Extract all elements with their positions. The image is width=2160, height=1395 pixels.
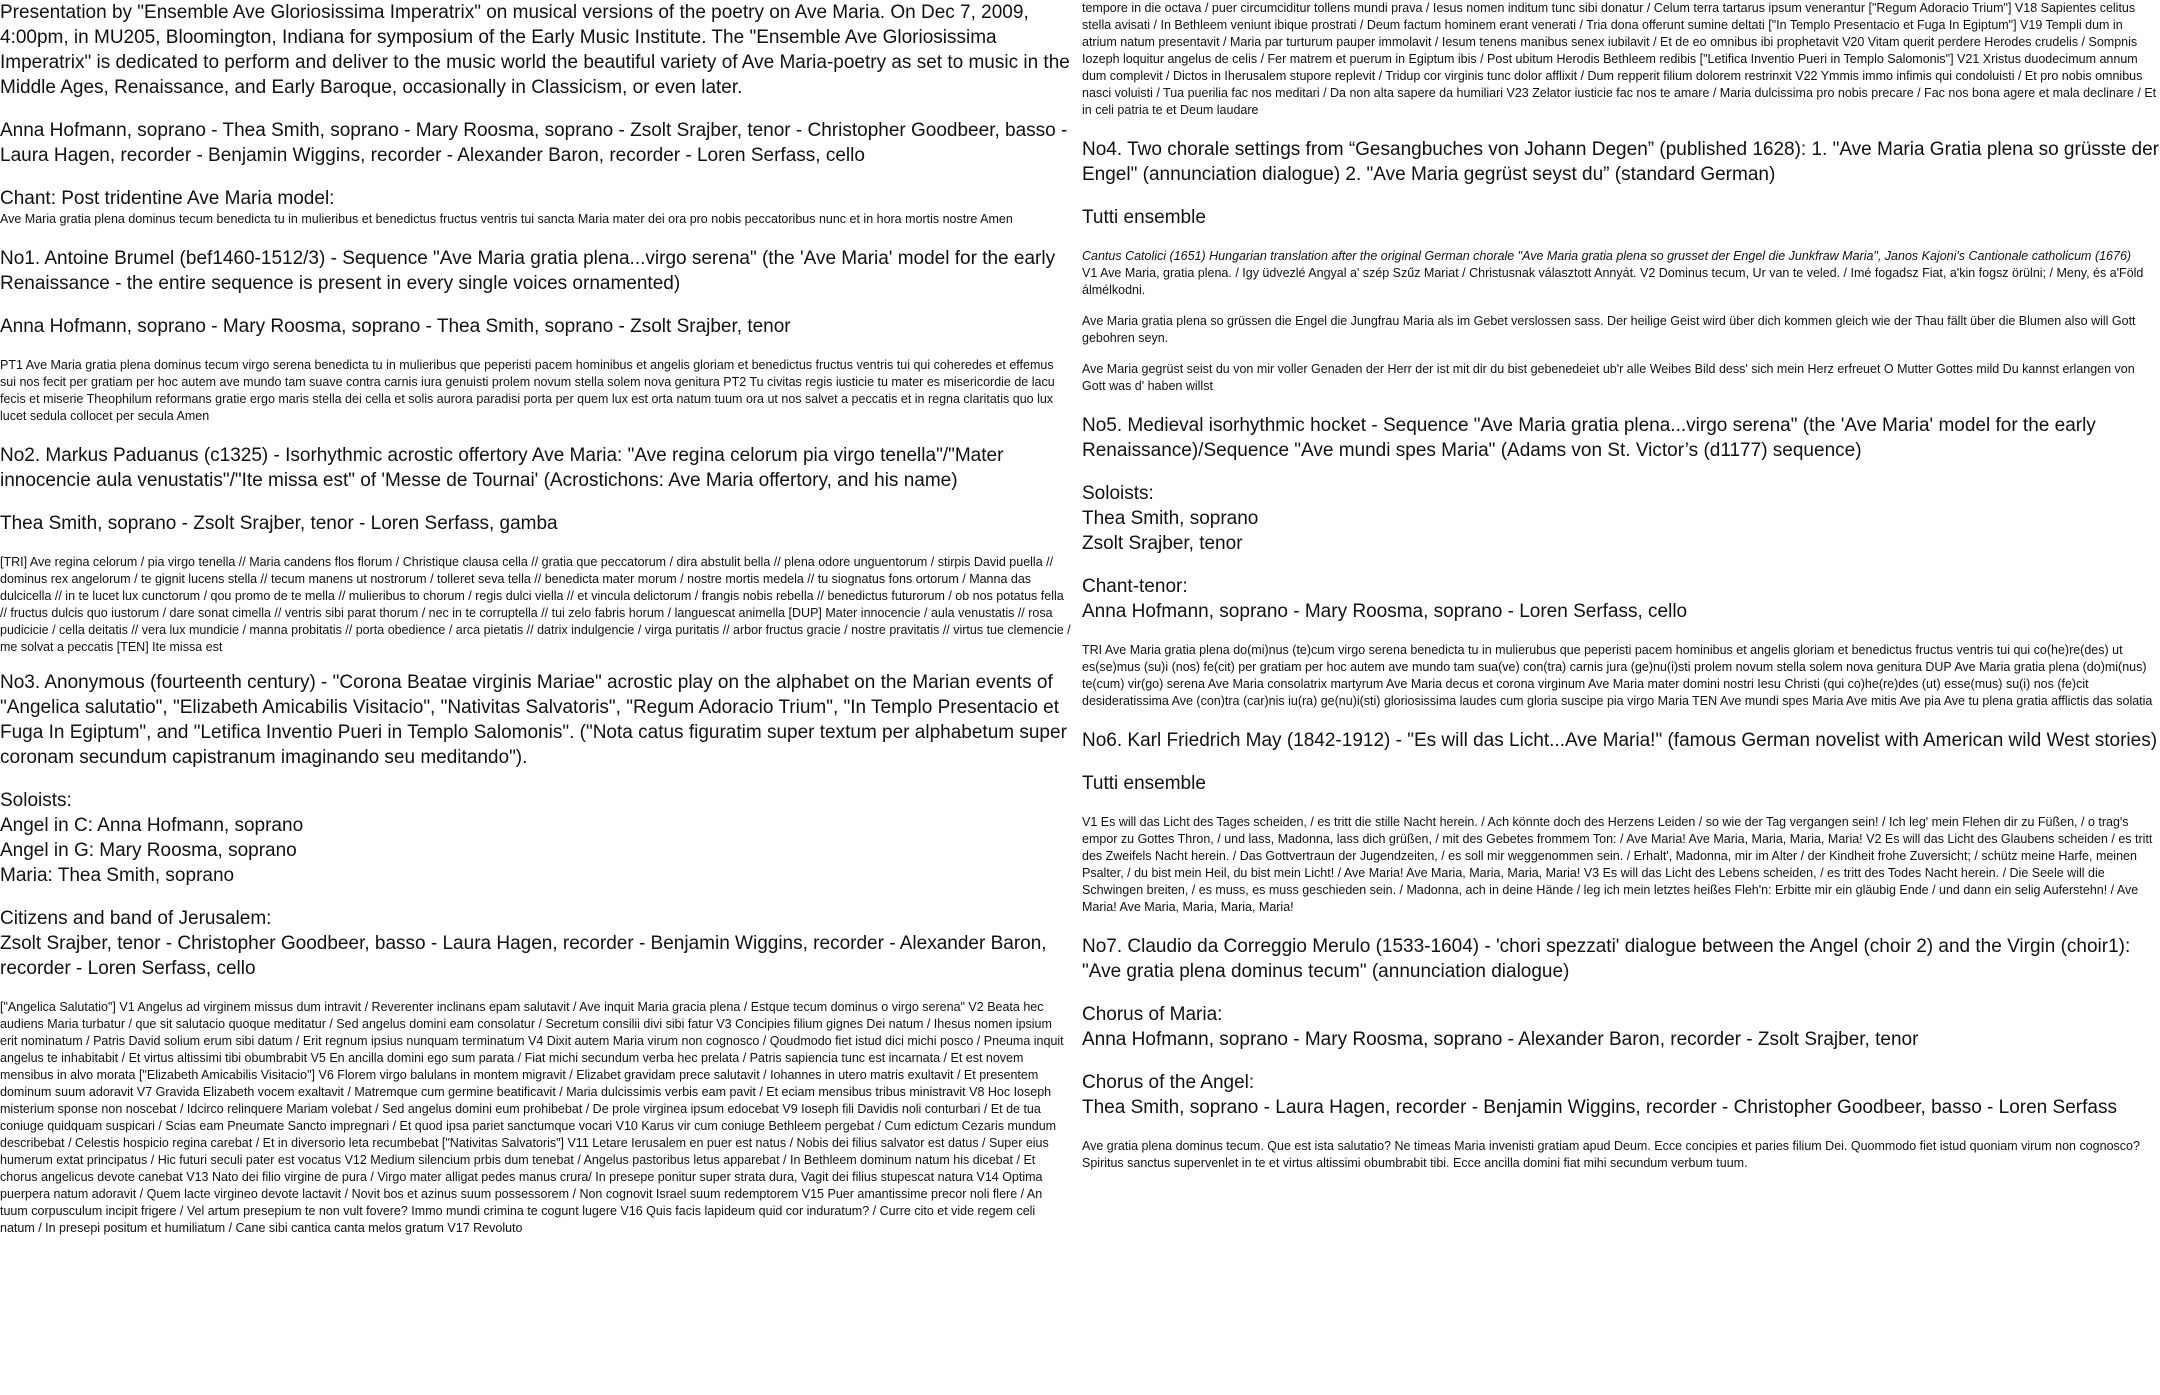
no7-text: Ave gratia plena dominus tecum. Que est ista salutatio? Ne timeas Maria invenisti gratiam apud Deum. Ecce concipies et paries filium Dei. Quommodo fiet istud quoniam virum non cognosco? Spiritus sanctus supervenlet in te et virtus altissimi obumbrabit tibi. Ecce ancilla domini fiat mihi secundum verbum tuum.: [1082, 1139, 2140, 1170]
no3-text-continued: tempore in die octava / puer circumciditur tollens mundi prava / Iesus nomen inditum tunc sibi donatur / Celum terra tartarus ipsum venerantur ["Regum Adoracio Trium"] V18 Sapientes celitus stella avisati / In Bethleem veniunt ibique prostrati / Deum factum hominem erant venerati / Tria dona offerunt sumine deltati ["In Templo Presentacio et Fuga In Egiptum"] V19 Templi dum in atrium natum presentavit / Maria par turturum pauper immolavit / Iesum tenens manibus senex iubilavit / Et de eo omnibus ibi prophetavit V20 Vitam querit perdere Herodes crudelis / Sompnis Iozeph loquitur angelus de celis / Fer matrem et puerum in Egiptum ibis / Post ubitum Herodis Bethleem redibis ["Letifica Inventio Pueri in Templo Salomonis"] V21 Xristus duodecimum annum dum complevit / Dictos in Iherusalem stupore replevit / Tridup cor virginis tunc dolor afflixit / Dum repperit filium dolorem restrinxit V22 Ymmis immo infimis qui condoluisti / Et pro nobis omnibus nasci voluisti / Tua puerilia fac nos meditari / Da non alta sapere da humiliari V23 Zelator iusticie fac nos te amare / Maria dulcissima pro nobis precare / Fac nos bona agere et mala declinare / Et in celi patria te et Deum laudare: [1082, 1, 2157, 117]
chorus-maria-label: Chorus of Maria:: [1082, 1004, 1223, 1025]
chant-heading: Chant: Post tridentine Ave Maria model:: [0, 188, 335, 209]
no4-heading: No4. Two chorale settings from “Gesangbuches von Johann Degen” (published 1628): 1. "Ave Maria Gratia plena so grüsste der Engel" (annunciation dialogue) 2. "Ave Maria gegrüst seyst du” (standard German): [1082, 139, 2159, 185]
no3-soloists-label: Soloists:: [0, 790, 72, 811]
chorus-angel-label: Chorus of the Angel:: [1082, 1072, 1255, 1093]
no3-citizens: Zsolt Srajber, tenor - Christopher Goodbeer, basso - Laura Hagen, recorder - Benjamin Wiggins, recorder - Alexander Baron, recorder - Loren Serfass, cello: [0, 933, 1047, 979]
no3-soloist-angel-g: Angel in G: Mary Roosma, soprano: [0, 840, 297, 861]
no5-soloist-2: Zsolt Srajber, tenor: [1082, 533, 1243, 554]
ensemble-list: Anna Hofmann, soprano - Thea Smith, soprano - Mary Roosma, soprano - Zsolt Srajber, tenor - Christopher Goodbeer, basso - Laura Hagen, recorder - Benjamin Wiggins, recorder - Alexander Baron, recorder - Loren Serfass, cello: [0, 120, 1068, 166]
no5-soloists-label: Soloists:: [1082, 483, 1154, 504]
no1-heading: No1. Antoine Brumel (bef1460-1512/3) - Sequence "Ave Maria gratia plena...virgo serena" (the 'Ave Maria' model for the early Renaissance - the entire sequence is present in every single voices ornamented): [0, 248, 1056, 294]
no6-performers: Tutti ensemble: [1082, 773, 1206, 794]
no3-heading: No3. Anonymous (fourteenth century) - "Corona Beatae virginis Mariae" acrostic play on the alphabet on the Marian events of "Angelica salutatio", "Elizabeth Amicabilis Visitacio", "Nativitas Salvatoris", "Regum Adoracio Trium", "In Templo Presentacio et Fuga In Egiptum", and "Letifica Inventio Pueri in Templo Salomonis". ("Nota catus figuratim super textum per alphabetum super coronam secundum capistranum imaginando seu meditando").: [0, 672, 1067, 768]
no4-source: Cantus Catolici (1651) Hungarian translation after the original German chorale "Ave Maria gratia plena so grusset der Engel die Junkfraw Maria", Janos Kajoni's Cantionale catholicum (1676): [1082, 249, 2132, 263]
no7-heading: No7. Claudio da Correggio Merulo (1533-1604) - 'chori spezzati' dialogue between the Angel (choir 2) and the Virgin (choir1): "Ave gratia plena dominus tecum" (annunciation dialogue): [1082, 936, 2131, 982]
no6-heading: No6. Karl Friedrich May (1842-1912) - "Es will das Licht...Ave Maria!" (famous German novelist with American wild West stories): [1082, 730, 2158, 751]
no5-text: TRI Ave Maria gratia plena do(mi)nus (te)cum virgo serena benedicta tu in mulierubus que peperisti pacem hominibus et angelis gloriam et benedictus fructus ventris tui qui co(he)re(des) ut es(se)mus (su)i (nos) fe(cit) per gratiam per hoc autem ave mundo tam sua(ve) con(tra) carnis jura (ge)nu(i)sti prolem novum stella solem nova genitura DUP Ave Maria gratia plena (do)mi(nus) te(cum) vir(go) serena Ave Maria consolatrix martyrum Ave Maria decus et corona virginum Ave Maria mater domini nostri Iesu Christi (qui co)he(re)des (ut) esse(mus) su(i) nos (fe)cit desideratissima Ave (con)tra (car)nis iu(ra) ge(nu)i(sti) gloriosissima laudes cum gloria suscipe pia virgo Maria TEN Ave mundi spes Maria Ave mitis Ave pia Ave tu plena gratia afflictis das solatia: [1082, 643, 2153, 708]
no5-soloist-1: Thea Smith, soprano: [1082, 508, 1259, 529]
no3-soloist-angel-c: Angel in C: Anna Hofmann, soprano: [0, 815, 304, 836]
no2-performers: Thea Smith, soprano - Zsolt Srajber, tenor - Loren Serfass, gamba: [0, 513, 558, 534]
no4-german-text-1: Ave Maria gratia plena so grüssen die Engel die Jungfrau Maria als im Gebet verslossen sass. Der heilige Geist wird über dich kommen gleich wie der Thau fällt über die Blumen also will Gott gebohren seyn.: [1082, 314, 2136, 345]
no1-performers: Anna Hofmann, soprano - Mary Roosma, soprano - Thea Smith, soprano - Zsolt Srajber, tenor: [0, 316, 791, 337]
no4-german-text-2: Ave Maria gegrüst seist du von mir voller Genaden der Herr der ist mit dir du bist gebenedeiet ub'r alle Weibes Bild dess' sich mein Herz erfreuet O Mutter Gottes mild Du kannst erlangen von Gott was d' haben willst: [1082, 362, 2135, 393]
no2-heading: No2. Markus Paduanus (c1325) - Isorhythmic acrostic offertory Ave Maria: "Ave regina celorum pia virgo tenella"/"Mater innocencie aula venustatis"/"Ite missa est" of 'Messe de Tournai' (Acrostichons: Ave Maria offertory, and his name): [0, 445, 1004, 491]
chorus-maria: Anna Hofmann, soprano - Mary Roosma, soprano - Alexander Baron, recorder - Zsolt Srajber, tenor: [1082, 1029, 1919, 1050]
left-column: [0, 0, 1072, 1395]
chorus-angel: Thea Smith, soprano - Laura Hagen, recorder - Benjamin Wiggins, recorder - Christopher Goodbeer, basso - Loren Serfass: [1082, 1097, 2117, 1118]
no5-heading: No5. Medieval isorhythmic hocket - Sequence "Ave Maria gratia plena...virgo serena" (the 'Ave Maria' model for the early Renaissance)/Sequence "Ave mundi spes Maria" (Adams von St. Victor’s (d1177) sequence): [1082, 415, 2096, 461]
chant-text: Ave Maria gratia plena dominus tecum benedicta tu in mulieribus et benedictus fructus ventris tui sancta Maria mater dei ora pro nobis peccatoribus nunc et in hora mortis nostre Amen: [0, 212, 1013, 226]
no3-text: ["Angelica Salutatio"] V1 Angelus ad virginem missus dum intravit / Reverenter inclinans epam salutavit / Ave inquit Maria gracia plena / Estque tecum dominus o virgo serena" V2 Beata hec audiens Maria turbatur / que sit salutacio quoque meditatur / Sed angelus domini eam consolatur / Secretum consilii divi sibi fatur V3 Concipies filium gignes Dei natum / Ihesus nomen ipsium erit nominatum / Patris David solium erum sibi datum / Erit regnum ipsius nunquam terminatum V4 Dixit autem Maria virum non cognosco / Qoudmodo fiet istud dici michi posco / Pneuma inquit angelus te inhabitabit / Et virtus altissimi tibi obumbrabit V5 En ancilla domini ego sum parata / Fiat michi secundum verba hec prelata / Patris sapiencia tunc est incarnata / Et est novem mensibus in alvo morata ["Elizabeth Amicabilis Visitacio"] V6 Florem virgo balulans in montem migravit / Elizabet gravidam prece salutavit / Iohannes in utero matris exultavit / Et presentem dominum suum adoravit V7 Gravida Elizabeth vocem exaltavit / Matremque cum germine beatificavit / Maria dulcissimis verbis eam pavit / Et eciam mensibus tribus ministravit V8 Hoc Ioseph misterium sponse non noscebat / Idcirco relinquere Mariam volebat / Sed angelus domini eum prohibebat / De prole virginea ipsum edocebat V9 Ioseph fili Davidis noli conturbari / Et de tua coniuge quidquam suspicari / Scias eam Pneumate Sancto impregnari / Et quod ipsa pariet sanctumque vocari V10 Karus vir cum coniuge Bethleem pergebat / Cum edictum Cezaris mundum describebat / Celestis hospicio regina carebat / Et in diversorio leta recumbebat ["Nativitas Salvatoris"] V11 Letare Ierusalem en puer est natus / Nobis dei filius salvator est datus / Super eius humerum extat principatus / Hic futuri seculi pater est vocatus V12 Medium silencium prbis dum tenebat / Angelus pastoribus letus apparebat / In Bethleem dominum natum his dicebat / Et chorus angelicus devote canebat V13 Nato dei filio virgine de pura / Virgo mater alligat pedes manus crura/ In presepe ponitur super strata dura, Vagit dei filius stupescat natura V14 Optima puerpera natum adoravit / Quem lacte virgineo devote lactavit / Novit bos et azinus suum possessorem / Non cognovit Israel suum redemptorem V15 Puer amantissime precor noli flere / An tuum corpusculum incipit frigere / Vel artum presepium te non vult fovere? Immo mundi crimina te cogunt lugere V16 Quis facis lapideum quid cor induratum? / Curre cito et vide regem celi natum / In presepi positum et humiliatum / Cane sibi cantica canta melos gratum V17 Revoluto: [0, 1000, 1064, 1235]
no5-tenor-label: Chant-tenor:: [1082, 576, 1188, 597]
intro-paragraph: Presentation by "Ensemble Ave Gloriosissima Imperatrix" on musical versions of the poetry on Ave Maria. On Dec 7, 2009, 4:00pm, in MU205, Bloomington, Indiana for symposium of the Early Music Institute. The "Ensemble Ave Gloriosissima Imperatrix" is dedicated to perform and deliver to the music world the beautiful variety of Ave Maria-poetry as set to music in the Middle Ages, Renaissance, and Early Baroque, occasionally in Classicism, or even later.: [0, 2, 1070, 98]
no3-soloist-maria: Maria: Thea Smith, soprano: [0, 865, 235, 886]
no3-citizens-label: Citizens and band of Jerusalem:: [0, 908, 272, 929]
no4-performers: Tutti ensemble: [1082, 207, 1206, 228]
right-column: [1082, 0, 2160, 1395]
no4-hungarian-text: V1 Ave Maria, gratia plena. / Igy üdvezlé Angyal a' szép Szűz Mariat / Christusnak választott Annyát. V2 Dominus tecum, Ur van te veled. / Imé fogadsz Fiat, a'kin fogsz örülni; / Meny, és a'Föld álmélkodni.: [1082, 266, 2144, 297]
no1-text: PT1 Ave Maria gratia plena dominus tecum virgo serena benedicta tu in mulieribus que peperisti pacem hominibus et angelis gloriam et benedictus fructus ventris tui qui coheredes et effemus sui nos fecit per gratiam per hoc autem ave mundo tam suave contra carnis iura genuisti prolem novum stella solem nova genitura PT2 Tu civitas regis iusticie tu mater es misericordie de lacu fecis et miserie Theophilum reformans gratie ergo maris stella dei cella et solis aurora paradisi porta per quem lux est orta natum tuum ora ut nos salvet a peccatis et in regna claritatis quo lux lucet sedula collocet per secula Amen: [0, 358, 1055, 423]
no6-text: V1 Es will das Licht des Tages scheiden, / es tritt die stille Nacht herein. / Ach könnte doch des Herzens Leiden / so wie der Tag vergangen sein! / Ich leg' mein Flehen dir zu Füßen, / o trag's empor zu Gottes Thron, / und lass, Madonna, lass dich grüßen, / mit des Gebetes frommem Ton: / Ave Maria! Ave Maria, Maria, Maria, Maria! V2 Es will das Licht des Glaubens scheiden / es tritt des Zweifels Nacht herein. / Das Gottvertraun der Jugendzeiten, / es soll mir weggenommen sein. / Erhalt', Madonna, mir im Alter / der Kindheit frohe Zuversicht; / schütz meine Harfe, meinen Psalter, / du bist mein Heil, du bist mein Licht! / Ave Maria! Ave Maria, Maria, Maria, Maria! V3 Es will das Licht des Lebens scheiden, / es tritt des Todes Nacht herein. / Die Seele will die Schwingen breiten, / es muss, es muss geschieden sein. / Madonna, ach in deine Hände / leg ich mein letztes heißes Fleh'n: Erbitte mir ein gläubig Ende / und dann ein selig Auferstehn! / Ave Maria! Ave Maria, Maria, Maria, Maria!: [1082, 815, 2153, 914]
no5-tenor: Anna Hofmann, soprano - Mary Roosma, soprano - Loren Serfass, cello: [1082, 601, 1688, 622]
no2-text: [TRI] Ave regina celorum / pia virgo tenella // Maria candens flos florum / Christique clausa cella // gratia que peccatorum / dira abstulit bella // plena odore unguentorum / stirpis David puella // dominus rex angelorum / te gignit lucens stella // tecum manens ut nostrorum / tolleret seva tella // benedicta mater morum / nostre mortis medela // tu siognatus fons ortorum / Manna das dulcicella // in te lucet lux cunctorum / qou promo de te mella // mulieribus to chorum / regis dulci viella // et vincula delictorum / frangis nobis rebella // benedictus futurorum / ob nos potatus fella // fructus dulcis quo iustorum / dare sonat cimella // ventris sibi parat thorum / nec in te corruptella // tui zelo fabris horum / languescat animella [DUP] Mater innocencie / aula venustatis // rosa pudicicie / cella deitatis // vera lux mundicie / manna probitatis // porta obedience / arca pietatis // datrix indulgencie / virga puritatis // arbor fructus gracie / nostre pravitatis // virtus tue clemencie / me solvat a peccatis [TEN] Ite missa est: [0, 555, 1071, 654]
